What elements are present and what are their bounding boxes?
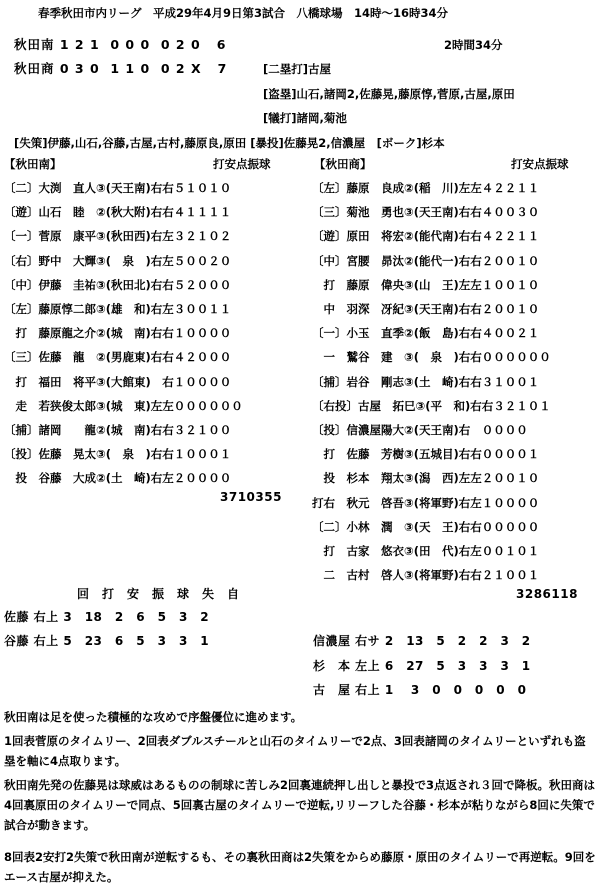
away-pitcher-row: 古 屋 右上 1 3 0 0 0 0 0: [313, 683, 527, 697]
sacrifices-line: [犠打]諸岡,菊池: [263, 111, 347, 125]
batter-row: 〔三〕菊池 勇也③(天王南)右右４００３０: [312, 205, 540, 220]
batter-row: 投 谷藤 大成②(土 崎)右左２００００: [4, 471, 232, 486]
summary-paragraph: 秋田南先発の佐藤晃は球威はあるものの制球に苦しみ2回裏連続押し出しと暴投で3点返され３回で降板。秋田商は4回裏原田のタイムリーで同点、5回裏古屋のタイムリーで逆転,リリーフした谷藤・杉本が粘りながら8回に失策で試合が動きます。: [4, 778, 595, 832]
batter-row: 打 古家 悠衣③(田 代)右左００１０１: [312, 544, 540, 558]
batter-row: 打 藤原 偉央③(山 王)左左１００１０: [312, 277, 540, 292]
batter-row: 〔一〕菅原 康平③(秋田西)右左３２１０２: [4, 229, 232, 244]
batter-row: 打右 秋元 啓吾③(将軍野)右左１００００: [312, 495, 540, 510]
batter-row: 二 古村 啓人③(将軍野)右右２１００１: [312, 568, 540, 583]
home-column-header: 打安点振球: [213, 157, 271, 171]
batter-row: 〔捕〕諸岡 龍②(城 南)右右３２１００: [4, 423, 232, 437]
batter-row: 〔一〕小玉 直季②(飯 島)右右４００２１: [312, 326, 540, 341]
batter-row: 〔左〕藤原 良成②(稲 川)左左４２２１１: [312, 181, 540, 195]
batter-row: 〔中〕伊藤 圭祐③(秋田北)右右５２０００: [4, 277, 232, 292]
summary-paragraph: 8回表2安打2失策で秋田南が逆転するも、その裏秋田商は2失策をからめ藤原・原田のタイムリーで再逆転。9回をエース古屋が抑えた。: [4, 850, 596, 884]
batter-row: 〔右〕野中 大輝③( 泉 )右左５００２０: [4, 253, 232, 268]
away-pitcher-row: 杉 本 左上 6 27 5 3 3 3 1: [313, 659, 531, 673]
batter-row: 〔二〕小林 潤 ③(天 王)右右０００００: [312, 519, 540, 534]
steals-line: [盗塁]山石,諸岡2,佐藤晃,藤原惇,菅原,古屋,原田: [263, 87, 515, 101]
batter-row: 〔投〕佐藤 晃太③( 泉 )右右１０００１: [4, 447, 232, 462]
away-totals: 3286118: [516, 587, 578, 601]
batter-row: 打 福田 将平③(大館東) 右１００００: [4, 374, 232, 389]
game-title: 春季秋田市内リーグ 平成29年4月9日第3試合 八橋球場 14時～16時34分: [38, 6, 449, 20]
summary-paragraph: 秋田南は足を使った積極的な攻めで序盤優位に進めます。: [4, 710, 303, 724]
summary-paragraph: 1回表菅原のタイムリー、2回表ダブルスチールと山石のタイムリーで2点、3回表諸岡のタイムリーといずれも盗塁を軸に4点取ります。: [4, 734, 586, 768]
batter-row: 〔遊〕原田 将宏②(能代南)右右４２２１１: [312, 229, 540, 244]
home-team-label: 【秋田南】: [4, 157, 62, 171]
batter-row: 〔右投〕古屋 拓巳③(平 和)右右３２１０１: [312, 398, 551, 413]
batter-row: 〔中〕宮腰 昴汰②(能代一)右右２００１０: [312, 253, 540, 268]
batter-row: 走 若狭俊太郎③(城 東)左左００００００: [4, 398, 243, 413]
away-team-label: 【秋田商】: [314, 157, 372, 171]
batter-row: 打 佐藤 芳樹③(五城目)右右００００１: [312, 447, 540, 462]
batter-row: 〔捕〕岩谷 剛志③(土 崎)右右３１００１: [312, 374, 540, 389]
away-pitcher-row: 信濃屋 右サ 2 13 5 2 2 3 2: [313, 634, 531, 648]
batter-row: 〔遊〕山石 睦 ②(秋大附)右右４１１１１: [4, 205, 232, 220]
home-pitcher-row: 佐藤 右上 3 18 2 6 5 3 2: [4, 610, 210, 624]
pitching-header: 回 打 安 振 球 失 自: [77, 587, 240, 601]
game-duration: 2時間34分: [444, 38, 503, 52]
errors-line: [失策]伊藤,山石,谷藤,古屋,古村,藤原良,原田 [暴投]佐藤晃2,信濃屋 [ボーク]杉本: [14, 136, 445, 150]
away-column-header: 打安点振球: [511, 157, 569, 171]
doubles-line: [二塁打]古屋: [263, 62, 332, 76]
batter-row: 〔投〕信濃屋陽大②(天王南)右 ００００: [312, 423, 528, 437]
home-pitcher-row: 谷藤 右上 5 23 6 5 3 3 1: [4, 634, 210, 648]
batter-row: 投 杉本 翔太③(潟 西)左左２００１０: [312, 471, 540, 486]
batter-row: 〔左〕藤原惇二郎③(雄 和)右左３００１１: [4, 302, 232, 316]
batter-row: 〔三〕佐藤 龍 ②(男鹿東)右右４２０００: [4, 350, 232, 365]
batter-row: 中 羽深 冴紀③(天王南)右右２００１０: [312, 302, 540, 316]
home-totals: 3710355: [220, 490, 282, 504]
batter-row: 〔二〕大渕 直人③(天王南)右右５１０１０: [4, 181, 232, 195]
score-line-home: 秋田南 1 2 1 0 0 0 0 2 0 6: [14, 37, 227, 52]
batter-row: 一 鷲谷 建 ③( 泉 )右右００００００: [312, 350, 551, 365]
batter-row: 打 藤原龍之介②(城 南)右右１００００: [4, 326, 232, 341]
score-line-away: 秋田商 0 3 0 1 1 0 0 2 X 7: [14, 61, 228, 76]
